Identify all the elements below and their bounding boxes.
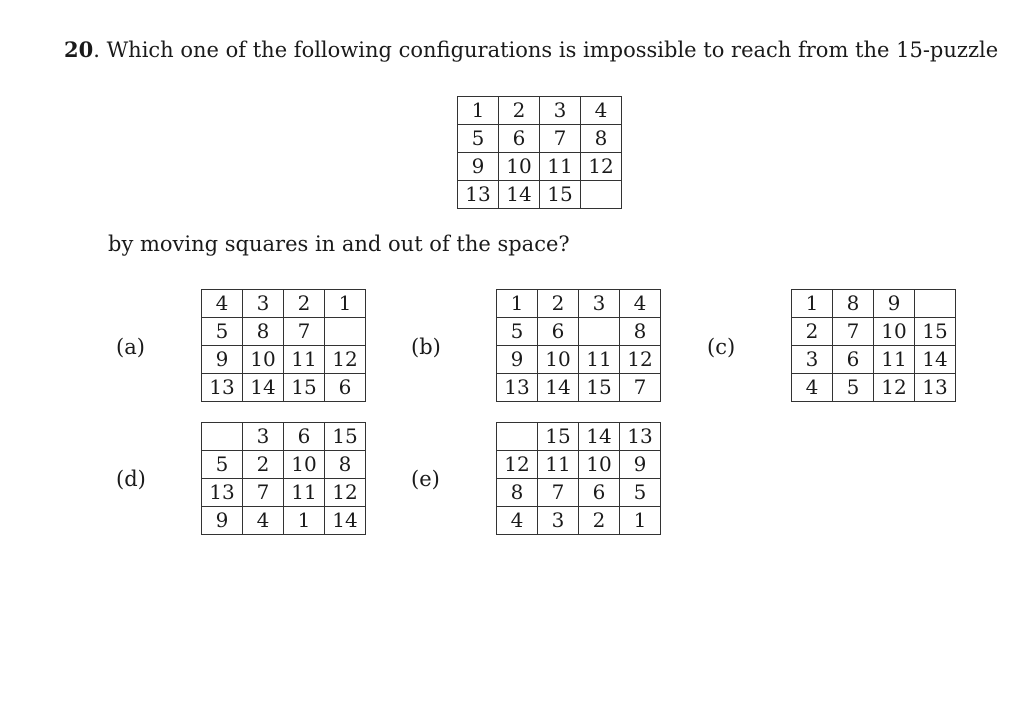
option-a-grid	[201, 289, 366, 402]
puzzle-tile: 9	[497, 346, 538, 374]
option-a-grid-row	[202, 374, 366, 402]
puzzle-tile: 11	[579, 346, 620, 374]
puzzle-tile: 13	[915, 374, 956, 402]
start-grid-row	[458, 125, 622, 153]
option-c-grid-row	[792, 346, 956, 374]
puzzle-tile: 6	[325, 374, 366, 402]
puzzle-tile: 8	[581, 125, 622, 153]
puzzle-tile: 8	[243, 318, 284, 346]
option-b-grid-row	[497, 346, 661, 374]
puzzle-tile: 2	[579, 507, 620, 535]
puzzle-tile: 13	[620, 423, 661, 451]
option-a-grid-row	[202, 290, 366, 318]
puzzle-tile: 6	[538, 318, 579, 346]
puzzle-tile: 12	[497, 451, 538, 479]
puzzle-tile: 5	[620, 479, 661, 507]
option-e-grid-row	[497, 507, 661, 535]
puzzle-tile: 2	[538, 290, 579, 318]
puzzle-tile: 7	[833, 318, 874, 346]
option-e-grid	[496, 422, 661, 535]
option-c-grid-row	[792, 290, 956, 318]
puzzle-tile: 8	[833, 290, 874, 318]
option-e-grid-row	[497, 479, 661, 507]
option-b-grid-row	[497, 318, 661, 346]
option-a-grid-row	[202, 318, 366, 346]
puzzle-tile: 1	[325, 290, 366, 318]
puzzle-tile: 8	[497, 479, 538, 507]
puzzle-tile: 3	[540, 97, 581, 125]
puzzle-tile: 6	[284, 423, 325, 451]
option-d-grid-row	[202, 451, 366, 479]
puzzle-tile: 2	[792, 318, 833, 346]
option-d-label: (d)	[116, 467, 146, 491]
start-grid	[457, 96, 622, 209]
puzzle-tile: 4	[243, 507, 284, 535]
puzzle-tile: 3	[579, 290, 620, 318]
puzzle-tile: 12	[581, 153, 622, 181]
puzzle-tile: 1	[284, 507, 325, 535]
puzzle-tile: 14	[499, 181, 540, 209]
option-e-grid-row	[497, 423, 661, 451]
puzzle-tile: 6	[499, 125, 540, 153]
puzzle-tile: 5	[202, 318, 243, 346]
option-a-label: (a)	[116, 335, 145, 359]
option-d-grid-row	[202, 423, 366, 451]
puzzle-tile: 13	[458, 181, 499, 209]
option-b-grid	[496, 289, 661, 402]
puzzle-tile: 12	[325, 479, 366, 507]
option-c-grid-row	[792, 318, 956, 346]
puzzle-tile: 10	[874, 318, 915, 346]
puzzle-tile: 10	[538, 346, 579, 374]
puzzle-tile: 5	[497, 318, 538, 346]
puzzle-tile: 7	[620, 374, 661, 402]
question-body: . Which one of the following configurations is impossible to reach from the 15-puzzle	[93, 38, 999, 62]
puzzle-tile: 2	[499, 97, 540, 125]
puzzle-tile: 11	[540, 153, 581, 181]
option-b-label: (b)	[411, 335, 441, 359]
blank-tile	[325, 318, 366, 346]
start-grid-row	[458, 97, 622, 125]
puzzle-tile: 4	[792, 374, 833, 402]
puzzle-tile: 15	[915, 318, 956, 346]
puzzle-tile: 12	[620, 346, 661, 374]
puzzle-tile: 9	[202, 507, 243, 535]
option-d-grid	[201, 422, 366, 535]
puzzle-tile: 13	[202, 479, 243, 507]
puzzle-tile: 14	[538, 374, 579, 402]
puzzle-tile: 13	[202, 374, 243, 402]
puzzle-tile: 1	[458, 97, 499, 125]
puzzle-tile: 14	[579, 423, 620, 451]
puzzle-tile: 15	[538, 423, 579, 451]
puzzle-tile: 3	[792, 346, 833, 374]
puzzle-tile: 2	[284, 290, 325, 318]
puzzle-tile: 7	[540, 125, 581, 153]
puzzle-tile: 6	[579, 479, 620, 507]
option-e-grid-row	[497, 451, 661, 479]
puzzle-tile: 15	[284, 374, 325, 402]
puzzle-tile: 4	[581, 97, 622, 125]
question-continuation: by moving squares in and out of the space?	[108, 232, 570, 256]
puzzle-tile: 7	[284, 318, 325, 346]
puzzle-tile: 10	[243, 346, 284, 374]
puzzle-tile: 6	[833, 346, 874, 374]
puzzle-tile: 9	[458, 153, 499, 181]
puzzle-tile: 13	[497, 374, 538, 402]
start-grid-row	[458, 181, 622, 209]
question-text	[64, 36, 998, 64]
puzzle-tile: 15	[540, 181, 581, 209]
option-d-grid-row	[202, 507, 366, 535]
puzzle-tile: 11	[874, 346, 915, 374]
question-number: 20	[64, 37, 94, 62]
puzzle-tile: 12	[325, 346, 366, 374]
puzzle-tile: 11	[284, 346, 325, 374]
puzzle-tile: 8	[325, 451, 366, 479]
puzzle-tile: 10	[499, 153, 540, 181]
puzzle-tile: 9	[620, 451, 661, 479]
puzzle-tile: 4	[497, 507, 538, 535]
option-c-grid	[791, 289, 956, 402]
puzzle-tile: 4	[202, 290, 243, 318]
blank-tile	[497, 423, 538, 451]
puzzle-tile: 2	[243, 451, 284, 479]
puzzle-tile: 7	[538, 479, 579, 507]
blank-tile	[202, 423, 243, 451]
puzzle-tile: 14	[325, 507, 366, 535]
puzzle-tile: 14	[243, 374, 284, 402]
puzzle-tile: 10	[579, 451, 620, 479]
option-b-grid-row	[497, 290, 661, 318]
puzzle-tile: 9	[202, 346, 243, 374]
puzzle-tile: 5	[458, 125, 499, 153]
puzzle-tile: 1	[792, 290, 833, 318]
puzzle-tile: 5	[202, 451, 243, 479]
option-c-grid-row	[792, 374, 956, 402]
option-c-label: (c)	[707, 335, 736, 359]
puzzle-tile: 8	[620, 318, 661, 346]
start-grid-row	[458, 153, 622, 181]
puzzle-tile: 9	[874, 290, 915, 318]
blank-tile	[581, 181, 622, 209]
puzzle-tile: 5	[833, 374, 874, 402]
puzzle-tile: 3	[243, 423, 284, 451]
blank-tile	[915, 290, 956, 318]
puzzle-tile: 11	[284, 479, 325, 507]
puzzle-tile: 15	[325, 423, 366, 451]
blank-tile	[579, 318, 620, 346]
puzzle-tile: 11	[538, 451, 579, 479]
option-d-grid-row	[202, 479, 366, 507]
puzzle-tile: 14	[915, 346, 956, 374]
option-e-label: (e)	[411, 467, 440, 491]
puzzle-tile: 4	[620, 290, 661, 318]
option-a-grid-row	[202, 346, 366, 374]
puzzle-tile: 10	[284, 451, 325, 479]
puzzle-tile: 15	[579, 374, 620, 402]
puzzle-tile: 1	[497, 290, 538, 318]
puzzle-tile: 1	[620, 507, 661, 535]
puzzle-tile: 12	[874, 374, 915, 402]
option-b-grid-row	[497, 374, 661, 402]
puzzle-tile: 3	[538, 507, 579, 535]
puzzle-tile: 3	[243, 290, 284, 318]
puzzle-tile: 7	[243, 479, 284, 507]
